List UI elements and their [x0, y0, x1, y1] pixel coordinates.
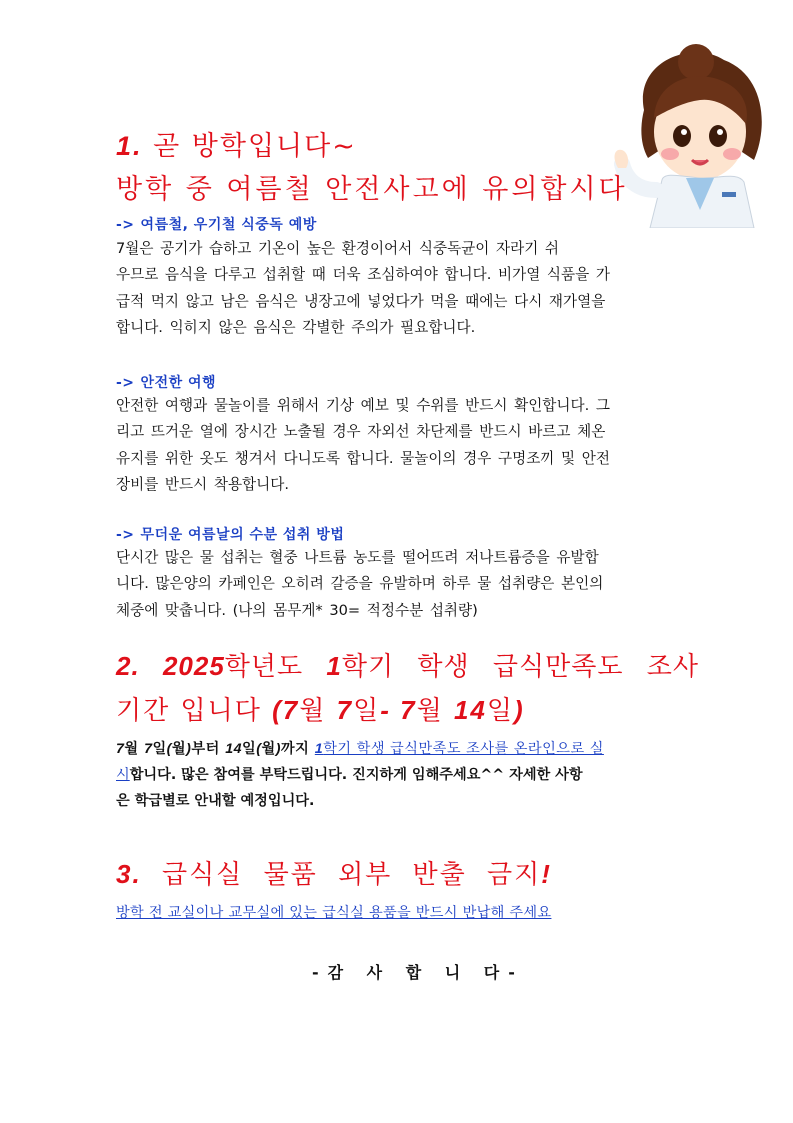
- period-text: 월: [416, 696, 444, 726]
- paragraph-line: 안전한 여행과 물놀이를 위해서 기상 예보 및 수위를 반드시 확인합니다. 그: [116, 397, 610, 414]
- section2-number: 2.: [116, 651, 140, 681]
- body-text: (: [166, 741, 172, 757]
- subheading-label: 안전한 여행: [140, 375, 217, 391]
- section2-body-line2: [116, 762, 682, 788]
- section3-number: 3.: [116, 859, 142, 889]
- body-text: 합니다. 많은 참여를 부탁드립니다. 진지하게 임해주세요^^ 자세한 사항: [129, 767, 583, 783]
- period-text: 일: [486, 696, 515, 726]
- body-text: 7: [144, 741, 153, 757]
- section2-body: [116, 736, 682, 814]
- section1-number: 1.: [116, 131, 143, 161]
- paragraph-line: 리고 뜨거운 열에 장시간 노출될 경우 자외선 차단제를 반드시 바르고 체온: [116, 423, 606, 441]
- section2-body-line1: [116, 736, 682, 762]
- section2-semester: 1: [326, 651, 342, 681]
- survey-link-text: 학기 학생 급식만족도 조사를 온라인으로 실: [323, 741, 604, 757]
- paragraph-line: 유지를 위한 옷도 챙겨서 다니도록 합니다. 물놀이의 경우 구명조끼 및 안전: [116, 449, 610, 467]
- section3-title-text: 급식실 물품 외부 반출 금지: [161, 860, 542, 890]
- period-text: 월: [299, 696, 327, 726]
- body-text: 일: [242, 741, 257, 757]
- body-text: 까지: [280, 741, 310, 757]
- survey-link-number: 1: [314, 741, 324, 757]
- period-text: (7: [272, 695, 300, 725]
- paragraph-line: 체중에 맞춥니다. (나의 몸무게* 30= 적정수분 섭취량): [116, 601, 478, 619]
- body-text: ): [186, 741, 192, 757]
- body-text: 월: [124, 741, 139, 757]
- body-text: 부터: [191, 741, 220, 757]
- period-text: - 7: [380, 695, 417, 725]
- paragraph-line: 우므로 음식을 다루고 섭취할 때 더욱 조심하여야 합니다. 비가열 식품을 가: [116, 266, 610, 284]
- body-text: ): [275, 741, 281, 757]
- paragraph-line: 장비를 반드시 착용합니다.: [116, 476, 289, 494]
- section2-title-line1: [116, 644, 699, 689]
- period-text: 일: [353, 696, 381, 726]
- body-text: 7: [116, 741, 125, 757]
- arrow-marker: ->: [116, 217, 135, 233]
- body-text: 월: [171, 741, 187, 757]
- body-text: 월: [261, 741, 276, 757]
- paragraph-line: 단시간 많은 물 섭취는 혈중 나트륨 농도를 떨어뜨려 저나트륨증을 유발합: [116, 549, 599, 566]
- section1-title: 곧 방학입니다~: [153, 131, 357, 162]
- arrow-marker: ->: [116, 375, 135, 391]
- section2-year: 2025: [162, 651, 225, 681]
- survey-link[interactable]: [315, 741, 604, 757]
- period-text: 14: [453, 695, 487, 725]
- paragraph-line: 합니다. 익히지 않은 음식은 각별한 주의가 필요합니다.: [116, 319, 476, 337]
- section2-text: 학년도: [224, 652, 304, 682]
- body-text: 14: [225, 741, 243, 757]
- section2-text: 학기 학생 급식만족도 조사: [341, 652, 699, 682]
- period-text: ): [514, 695, 525, 725]
- section2-period-label: 기간 입니다: [116, 696, 262, 726]
- subheading-label: 무더운 여름날의 수분 섭취 방법: [140, 527, 345, 543]
- section3-title: [116, 852, 552, 897]
- subheading-food-poisoning: [116, 214, 317, 234]
- section3-exclaim: !: [541, 859, 552, 889]
- section1-title-line2: 방학 중 여름철 안전사고에 유의합시다: [116, 174, 628, 205]
- paragraph-line: 니다. 많은양의 카페인은 오히려 갈증을 유발하며 하루 물 섭취량은 본인의: [116, 575, 604, 593]
- paragraph-safe-travel: [116, 393, 680, 499]
- section2-title-line2: [116, 688, 525, 733]
- paragraph-line: 7월은 공기가 습하고 기온이 높은 환경이어서 식중독균이 자라기 쉬: [116, 240, 560, 257]
- nurse-illustration: [604, 40, 786, 228]
- body-text: 일: [152, 741, 167, 757]
- arrow-marker: ->: [116, 527, 135, 543]
- subheading-hydration: [116, 524, 344, 544]
- paragraph-hydration: [116, 545, 680, 624]
- body-text: (: [256, 741, 262, 757]
- paragraph-line: 급적 먹지 않고 남은 음식은 냉장고에 넣었다가 먹을 때에는 다시 재가열을: [116, 292, 606, 310]
- paragraph-food-poisoning: [116, 236, 680, 342]
- period-text: 7: [336, 695, 354, 725]
- section1-title-line1: [116, 128, 357, 165]
- section2-body-line3: 은 학급별로 안내할 예정입니다.: [116, 793, 315, 809]
- survey-link-continued[interactable]: 시: [116, 767, 130, 783]
- subheading-label: 여름철, 우기철 식중독 예방: [140, 217, 317, 233]
- closing-thanks: -감 사 합 니 다-: [312, 963, 524, 982]
- return-items-link[interactable]: 방학 전 교실이나 교무실에 있는 급식실 용품을 반드시 반납해 주세요: [116, 905, 552, 921]
- subheading-safe-travel: [116, 372, 216, 392]
